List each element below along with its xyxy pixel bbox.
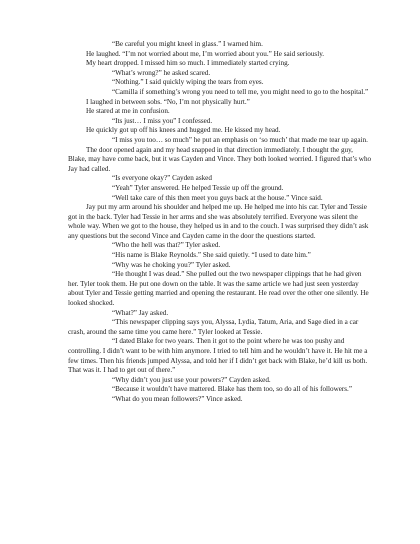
paragraph: My heart dropped. I missed him so much. I immediately started crying. [86,59,290,68]
paragraph: I laughed in between sobs. “No, I’m not physically hurt.” [86,97,250,106]
story-text [68,40,373,405]
paragraph: “Why didn’t you just use your powers?” Cayden asked. [112,375,271,384]
paragraph: Jay put my arm around his shoulder and helped me up. He helped me into his car. Tyler and Tessie got in the back. Tyler had Tessie in her arms and she was absolutely terrified. Everyone was silent the whole way. When we got to the house, they helped us in and to the couch. I was surprised they didn’t ask any questions but the second Vince and Cayden came in the door the questions started. [68,203,369,240]
paragraph: “His name is Blake Reynolds.” She said quietly. “I used to date him.” [112,251,311,260]
paragraph: “Is everyone okay?” Cayden asked [112,174,212,183]
paragraph: “I miss you too… so much” he put an emphasis on ‘so much’ that made me tear up again. [112,135,368,144]
paragraph: “Camilla if something’s wrong you need to tell me, you might need to go to the hospital.” [112,87,369,96]
paragraph: “Its just… I miss you” I confessed. [112,116,213,125]
paragraph: He stared at me in confusion. [86,107,170,116]
paragraph: “Who the hell was that?” Tyler asked. [112,241,221,250]
paragraph: “Well take care of this then meet you guys back at the house.” Vince said. [112,193,323,202]
paragraph: “What?” Jay asked. [112,308,169,317]
paragraph: He quickly got up off his knees and hugged me. He kissed my head. [86,126,281,135]
paragraph: “This newspaper clipping says you, Alyssa, Lydia, Tatum, Aria, and Sage died in a car crash, around the same time you came here.” Tyler looked at Tessie. [68,318,359,336]
paragraph: “He thought I was dead.” She pulled out the two newspaper clippings that he had given her. Tyler took them. He put one down on the table. It was the same article we had just seen yesterday about Tyler and Tessie getting married and opening the restaurant. He read over the other one silently. He looked shocked. [68,270,369,308]
paragraph: The door opened again and my head snapped in that direction immediately. I thought the guy, Blake, may have come back, but it was Cayden and Vince. They both looked worried. I figured that’s who Jay had called. [68,145,372,173]
paragraph: “What do you mean followers?” Vince asked. [112,394,243,403]
paragraph: “Nothing.” I said quickly wiping the tears from eyes. [112,78,264,87]
paragraph: “Be careful you might kneel in glass.” I warned him. [112,40,263,48]
paragraph: “Yeah” Tyler answered. He helped Tessie up off the ground. [112,183,284,192]
paragraph: “Because it wouldn’t have mattered. Blake has them too, so do all of his followers.” [112,385,353,394]
paragraph: “Why was he choking you?” Tyler asked. [112,260,231,269]
paragraph: “What’s wrong?” he asked scared. [112,68,211,77]
paragraph: “I dated Blake for two years. Then it got to the point where he was too pushy and controlling. I didn’t want to be with him anymore. I tried to tell him and he wouldn’t have it. He hit me a few times. Then his friends jumped Alyssa, and told her if I didn’t get back with Blake, he’d kill us both. That was it. I had to get out of there.” [68,337,368,375]
paragraph: He laughed. “I’m not worried about me, I’m worried about you.” He said seriously. [86,49,325,58]
